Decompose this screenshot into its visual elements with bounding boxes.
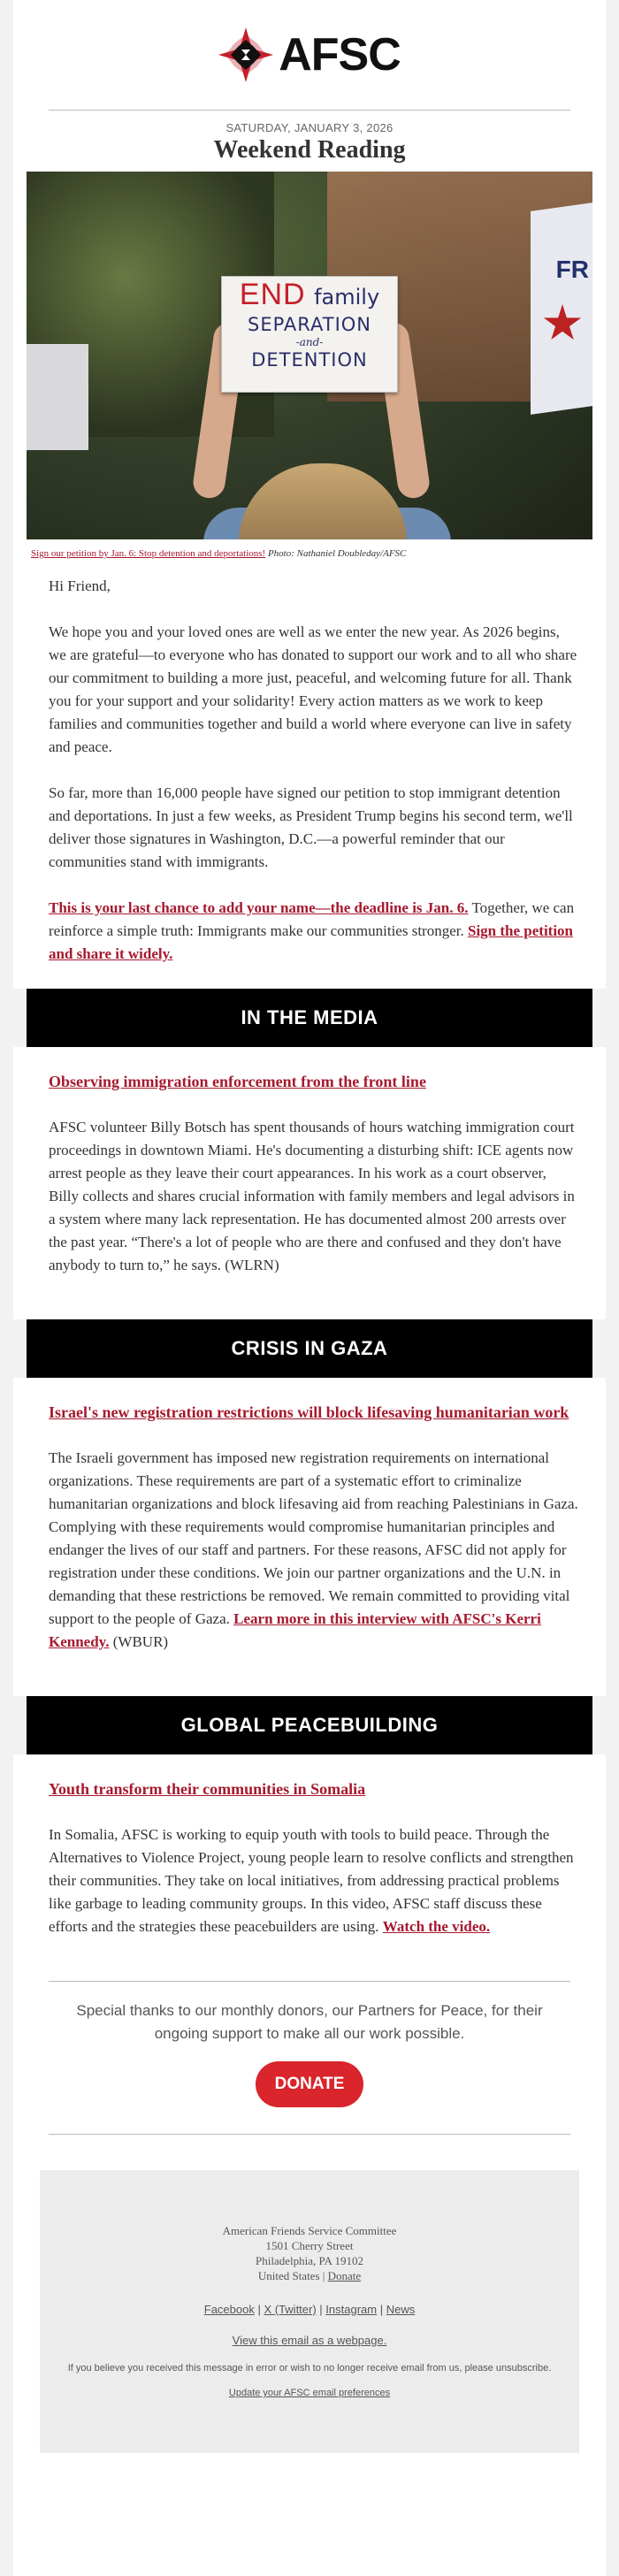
newsletter-title: Weekend Reading [213, 136, 406, 164]
intro-p3-text: Together, we can reinforce a simple truth: Immigrants make our communities stronger. [49, 899, 575, 939]
gaza-body-text: The Israeli government has imposed new registration requirements on international organizations. These requirements are part of a systematic effort to criminalize humanitarian organizations and block lifesaving aid from reaching Palestinians in Gaza. Complying with these requirements would compromise humanitarian principles and endanger the lives of our staff and partners. For these reasons, AFSC did not apply for registration under these conditions. We join our partner organizations and the U.N. in demanding that these restrictions be removed. We remain committed to providing vital support to the people of Gaza. [49, 1449, 578, 1627]
kerri-interview-link[interactable]: Learn more in this interview with AFSC's Kerri Kennedy. [49, 1610, 541, 1650]
somalia-article-link[interactable]: Youth transform their communities in Somalia [49, 1780, 366, 1798]
logo-text: AFSC [279, 29, 401, 80]
footer-donate-link[interactable]: Donate [327, 2269, 362, 2282]
header-divider [49, 110, 570, 111]
footer-address [40, 2170, 579, 2283]
section-band-peacebuilding [13, 1696, 606, 1754]
donate-button[interactable]: DONATE [256, 2061, 364, 2107]
separator: | [254, 2303, 264, 2316]
sign-petition-link[interactable]: Sign the petition and share it widely. [49, 922, 574, 962]
section-heading-peacebuilding: GLOBAL PEACEBUILDING [27, 1696, 592, 1754]
unsubscribe-disclaimer: If you believe you received this message in error or wish to no longer receive email from us, please unsubscribe. [67, 2363, 552, 2373]
greeting: Hi Friend, [49, 577, 111, 594]
hero-photo[interactable] [27, 172, 592, 539]
photo-white-sign [27, 344, 88, 450]
section-band-media [13, 989, 606, 1047]
facebook-link[interactable]: Facebook [203, 2303, 255, 2316]
afsc-star-icon [218, 27, 273, 82]
protest-sign [221, 276, 398, 393]
thanks-text: Special thanks to our monthly donors, our Partners for Peace, for their ongoing support to make all our work possible. [76, 2002, 543, 2042]
country-line [40, 2268, 579, 2283]
petition-caption-link[interactable]: Sign our petition by Jan. 6: Stop detention and deportations! [31, 548, 266, 559]
somalia-article-body [13, 1823, 606, 1938]
country: United States [257, 2269, 320, 2282]
issue-date: SATURDAY, JANUARY 3, 2026 [225, 121, 394, 134]
somalia-body-text: In Somalia, AFSC is working to equip youth with tools to build peace. Through the Alternatives to Violence Project, young people learn to resolve conflicts and strengthen their communities. They take on local initiatives, from addressing practical problems like garbage to leading community groups. In this video, AFSC staff discuss these efforts and the strategies these peacebuilders are using. [49, 1826, 574, 1935]
sign-detention: DETENTION [251, 349, 368, 371]
separator: | [377, 2303, 386, 2316]
email-page [13, 0, 606, 2576]
photo-credit: Photo: Nathaniel Doubleday/AFSC [267, 548, 407, 559]
spacer [13, 1654, 606, 1693]
org-name: American Friends Service Committee [222, 2224, 397, 2237]
intro-paragraph-1: We hope you and your loved ones are well as we enter the new year. As 2026 begins, we are grateful—to everyone who has donated to support our work and to all who share our commitment to building a more just, peaceful, and welcoming future for all. Thank you for your support and your solidarity! Every action matters as we work to keep families and communities together and build a world where everyone can live in safety and peace. [49, 623, 577, 755]
gaza-article-link[interactable]: Israel's new registration restrictions will block lifesaving humanitarian work [49, 1403, 569, 1421]
intro-paragraph-2: So far, more than 16,000 people have signed our petition to stop immigrant detention and deportations. In just a few weeks, as President Trump begins his second term, we'll deliver those signatures in Washington, D.C.—a powerful reminder that our communities stand with immigrants. [49, 784, 573, 870]
intro-body [13, 575, 606, 966]
news-link[interactable]: News [386, 2303, 416, 2316]
intro-paragraph-3 [49, 897, 579, 966]
spacer [13, 1277, 606, 1316]
view-webpage [40, 2334, 579, 2347]
view-webpage-link[interactable]: View this email as a webpage. [232, 2334, 387, 2347]
city: Philadelphia, PA 19102 [256, 2254, 363, 2267]
sign-end: END [239, 278, 306, 311]
sign-family: family [314, 285, 380, 310]
photo-flag-text: FR [555, 256, 589, 283]
social-links [40, 2303, 579, 2316]
gaza-source: (WBUR) [109, 1633, 169, 1650]
gaza-article-body [13, 1447, 606, 1654]
section-heading-gaza: CRISIS IN GAZA [27, 1319, 592, 1378]
watch-video-link[interactable]: Watch the video. [382, 1918, 491, 1935]
footer [40, 2170, 579, 2453]
section-band-gaza [13, 1319, 606, 1378]
email-preferences-link[interactable]: Update your AFSC email preferences [228, 2388, 391, 2398]
instagram-link[interactable]: Instagram [325, 2303, 378, 2316]
sign-separation: SEPARATION [247, 314, 372, 335]
media-article-body: AFSC volunteer Billy Botsch has spent thousands of hours watching immigration court proceedings in downtown Miami. He's documenting a disturbing shift: ICE agents now arrest people as they leave their court appearances. In his work as a court observer, Billy collects and shares crucial information with family members and legal advisors in a system where many lack representation. He has documented almost 200 arrests over the past year. “There's a lot of people who are there and confused and they don't have anybody to turn to,” he says. (WLRN) [49, 1119, 575, 1273]
media-article-link[interactable]: Observing immigration enforcement from the front line [49, 1073, 426, 1090]
separator: | [316, 2303, 326, 2316]
twitter-link[interactable]: X (Twitter) [264, 2303, 317, 2316]
thanks-block [49, 1981, 570, 2107]
afsc-logo[interactable] [218, 27, 401, 82]
deadline-link[interactable]: This is your last chance to add your name—the deadline is Jan. 6. [49, 899, 469, 916]
street: 1501 Cherry Street [265, 2239, 354, 2252]
photo-head [239, 463, 407, 539]
section-heading-media: IN THE MEDIA [27, 989, 592, 1047]
sign-and: -and- [295, 336, 324, 348]
email-preferences [40, 2388, 579, 2398]
photo-caption [31, 548, 588, 559]
email-header [13, 0, 606, 110]
thanks-divider [49, 2134, 570, 2135]
separator: | [319, 2269, 328, 2282]
